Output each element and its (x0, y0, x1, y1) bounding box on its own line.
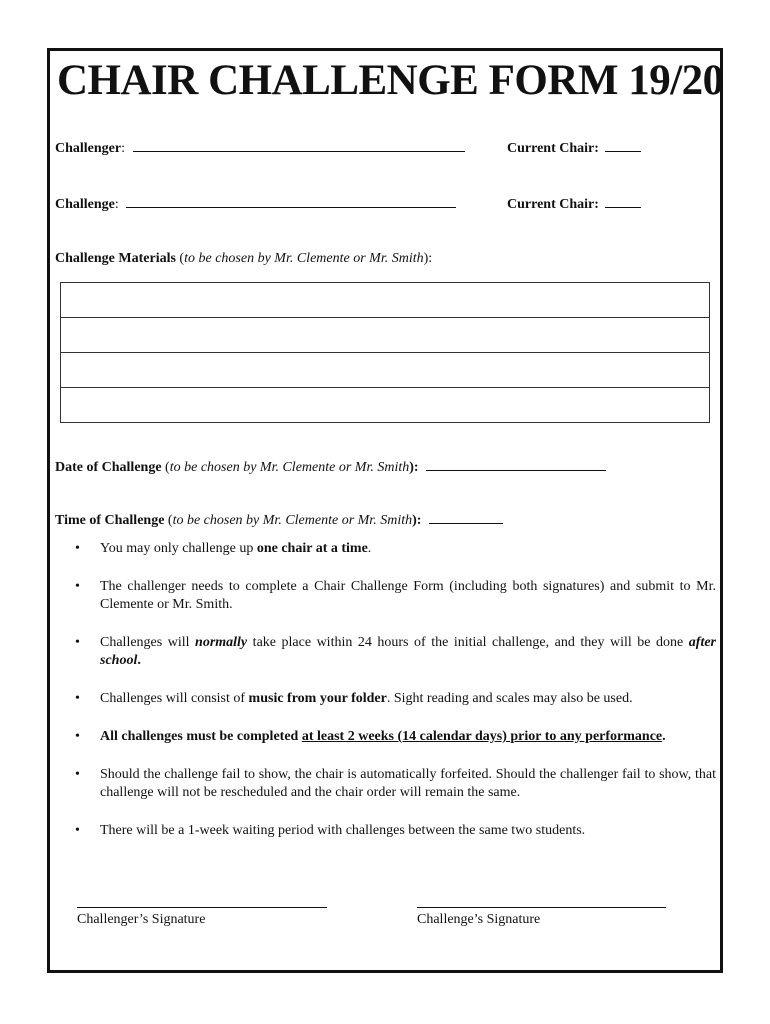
bullet-icon: • (75, 579, 80, 594)
challenger-label: Challenger (55, 141, 122, 156)
current-chair-row-1 (507, 139, 641, 157)
time-row: Time of Challenge (to be chosen by Mr. Clemente or Mr. Smith): (55, 511, 503, 529)
rule-item: • All challenges must be completed at least 2 weeks (14 calendar days) prior to any performance. (75, 729, 666, 744)
materials-cell[interactable] (61, 283, 710, 318)
time-field[interactable] (429, 511, 503, 524)
bullet-icon: • (75, 767, 80, 782)
challenger-signature-line[interactable] (77, 907, 327, 908)
materials-row (61, 283, 710, 318)
challenger-row: Challenger: (55, 139, 465, 157)
challenger-signature-label: Challenger’s Signature (77, 912, 206, 927)
challenge-field[interactable] (126, 195, 456, 208)
materials-row (61, 388, 710, 423)
current-chair-row-2 (507, 195, 641, 213)
challenger-field[interactable] (133, 139, 465, 152)
rule-item: • You may only challenge up one chair at a time. (75, 541, 372, 556)
rules-list (60, 540, 716, 840)
challenge-signature-label: Challenge’s Signature (417, 912, 541, 927)
rule-item: • Should the challenge fail to show, the chair is automatically forfeited. Should the challenger fail to show, that challenge will not be rescheduled and the chair order will remain the same. (75, 767, 716, 800)
rule-item: • The challenger needs to complete a Chair Challenge Form (including both signatures) and submit to Mr. Clemente or Mr. Smith. (75, 579, 716, 612)
bullet-icon: • (75, 729, 80, 744)
time-label: Time of Challenge (55, 513, 165, 528)
materials-cell[interactable] (61, 388, 710, 423)
current-chair-label: Current Chair: (507, 197, 599, 212)
date-label: Date of Challenge (55, 460, 162, 475)
bullet-icon: • (75, 541, 80, 556)
current-chair-field-2[interactable] (605, 195, 641, 208)
current-chair-label: Current Chair: (507, 141, 599, 156)
materials-label-row: Challenge Materials (to be chosen by Mr. Clemente or Mr. Smith): (55, 251, 433, 266)
challenge-row: Challenge: (55, 195, 456, 213)
bullet-icon: • (75, 691, 80, 706)
date-field[interactable] (426, 458, 606, 471)
bullet-icon: • (75, 635, 80, 650)
materials-cell[interactable] (61, 353, 710, 388)
challenge-label: Challenge (55, 197, 115, 212)
date-row: Date of Challenge (to be chosen by Mr. Clemente or Mr. Smith): (55, 458, 606, 476)
rule-item: • There will be a 1-week waiting period with challenges between the same two students. (75, 823, 586, 838)
materials-cell[interactable] (61, 318, 710, 353)
materials-row (61, 353, 710, 388)
rule-item: • Challenges will consist of music from your folder. Sight reading and scales may also be used. (75, 691, 633, 706)
challenge-signature-line[interactable] (417, 907, 666, 908)
time-note: to be chosen by Mr. Clemente or Mr. Smith (172, 513, 413, 528)
rule-item: • Challenges will normally take place within 24 hours of the initial challenge, and they will be done after school. (75, 635, 716, 668)
materials-row (61, 318, 710, 353)
materials-table (60, 282, 710, 423)
date-note: to be chosen by Mr. Clemente or Mr. Smith (169, 460, 410, 475)
current-chair-field-1[interactable] (605, 139, 641, 152)
materials-note: to be chosen by Mr. Clemente or Mr. Smith (184, 251, 424, 266)
page-title: CHAIR CHALLENGE FORM 19/20 (57, 57, 724, 104)
materials-label: Challenge Materials (55, 251, 176, 266)
bullet-icon: • (75, 823, 80, 838)
